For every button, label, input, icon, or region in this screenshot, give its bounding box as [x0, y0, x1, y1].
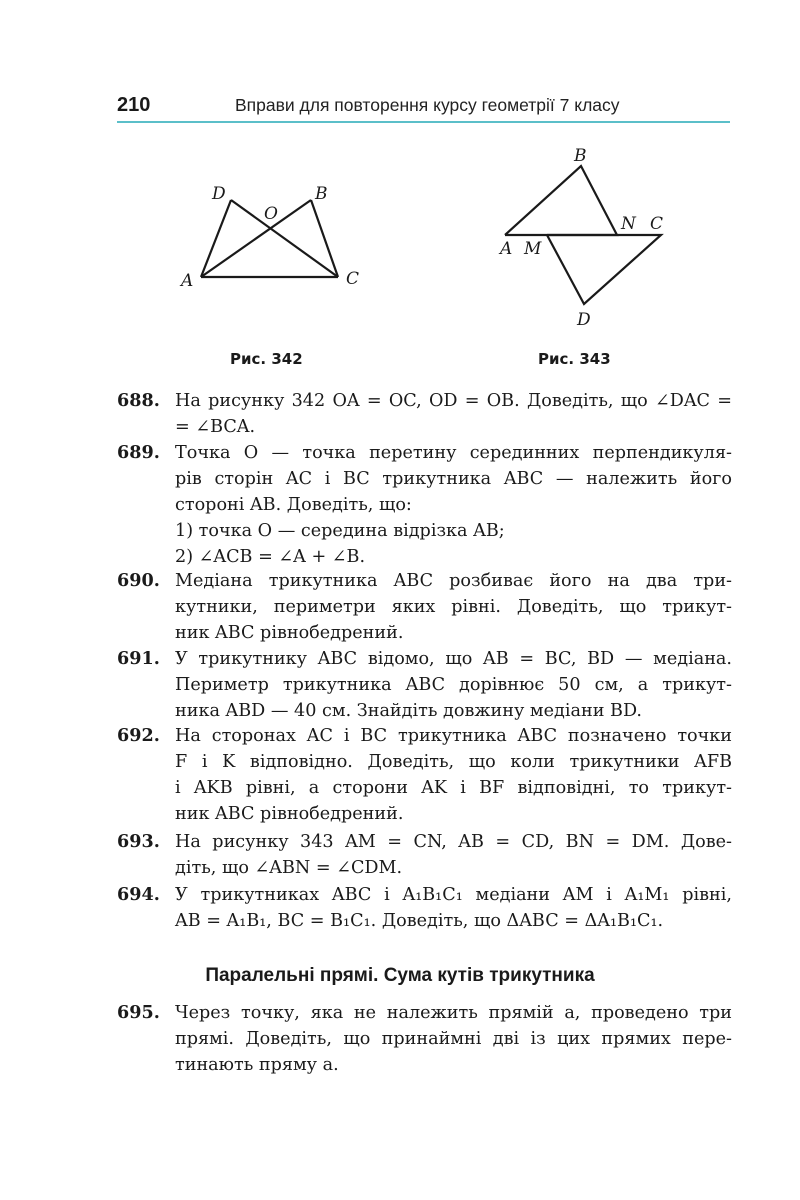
- exercise-line: Через точку, яка не належить прямій a, проведено три: [175, 1003, 732, 1023]
- exercise-line: У трикутниках ABC і A₁B₁C₁ медіани AM і A₁M₁ рівні,: [175, 885, 732, 905]
- exercise-line: діть, що ∠ABN = ∠CDM.: [175, 858, 403, 878]
- exercise-line: і AKB рівні, а сторони AK і BF відповідні, то трикут-: [175, 778, 732, 798]
- exercise-line: ник ABC рівнобедрений.: [175, 804, 404, 824]
- exercise-line: На сторонах AC і BC трикутника ABC позначено точки: [175, 726, 732, 746]
- exercise-693: [117, 829, 732, 881]
- exercise-number: 694.: [117, 884, 160, 905]
- exercise-691: [117, 646, 732, 724]
- page-header: [117, 92, 730, 124]
- triangle-mcd: [547, 235, 661, 304]
- exercise-695: [117, 1000, 732, 1078]
- exercise-line: На рисунку 343 AM = CN, AB = CD, BN = DM. Дове-: [175, 832, 732, 852]
- exercise-line: ник ABC рівнобедрений.: [175, 623, 404, 643]
- page-number: 210: [117, 94, 151, 116]
- exercise-line: Периметр трикутника ABC дорівнює 50 см, а трикут-: [175, 675, 732, 695]
- segment-db: [231, 200, 338, 277]
- exercise-692: [117, 723, 732, 827]
- point-label-n: N: [621, 214, 636, 234]
- exercise-line: прямі. Доведіть, що принаймні дві із цих прямих пере-: [175, 1029, 732, 1049]
- point-label-d: D: [212, 184, 226, 204]
- exercise-number: 690.: [117, 570, 160, 591]
- figure-342: [170, 175, 370, 300]
- figure-343: [495, 143, 680, 333]
- exercise-number: 695.: [117, 1002, 160, 1023]
- exercise-line: тинають пряму a.: [175, 1055, 339, 1075]
- point-label-m: M: [524, 239, 542, 259]
- exercise-line: Точка O — точка перетину серединних перпендикуля-: [175, 443, 732, 463]
- exercise-line: У трикутнику ABC відомо, що AB = BC, BD — медіана.: [175, 649, 732, 669]
- exercise-689: [117, 440, 732, 570]
- exercise-line: 1) точка O — середина відрізка AB;: [175, 521, 505, 541]
- section-title: Паралельні прямі. Сума кутів трикутника: [205, 965, 595, 986]
- point-label-c: C: [346, 269, 360, 289]
- exercise-line: Медіана трикутника ABC розбиває його на два три-: [175, 571, 732, 591]
- exercise-line: кутники, периметри яких рівні. Доведіть, що трикут-: [175, 597, 732, 617]
- point-label-a: A: [500, 239, 513, 259]
- exercise-number: 688.: [117, 390, 160, 411]
- point-label-d: D: [577, 310, 591, 330]
- triangle-abn: [505, 166, 617, 235]
- exercise-line: = ∠BCA.: [175, 417, 256, 437]
- point-label-o: O: [264, 204, 278, 224]
- exercise-690: [117, 568, 732, 646]
- point-label-b: B: [315, 184, 328, 204]
- segment-ba: [201, 200, 311, 277]
- header-rule: [117, 121, 730, 123]
- figure-343-caption: Рис. 343: [538, 350, 611, 368]
- point-label-a: A: [181, 271, 194, 291]
- point-label-c: C: [650, 214, 664, 234]
- exercise-line: ника ABD — 40 см. Знайдіть довжину медіани BD.: [175, 701, 643, 721]
- running-title: Вправи для повторення курсу геометрії 7 класу: [235, 95, 620, 115]
- exercise-number: 693.: [117, 831, 160, 852]
- segment-cb: [311, 200, 338, 277]
- exercise-line: AB = A₁B₁, BC = B₁C₁. Доведіть, що ΔABC = ΔA₁B₁C₁.: [175, 911, 664, 931]
- exercise-line: F і K відповідно. Доведіть, що коли трикутники AFB: [175, 752, 732, 772]
- exercise-line: 2) ∠ACB = ∠A + ∠B.: [175, 547, 366, 567]
- exercise-688: [117, 388, 732, 440]
- exercise-694: [117, 882, 732, 934]
- exercise-number: 689.: [117, 442, 160, 463]
- exercise-line: рів сторін AC і BC трикутника ABC — належить його: [175, 469, 732, 489]
- exercise-line: На рисунку 342 OA = OC, OD = OB. Доведіть, що ∠DAC =: [175, 391, 732, 411]
- point-label-b: B: [574, 146, 587, 166]
- figure-342-caption: Рис. 342: [230, 350, 303, 368]
- exercise-line: стороні AB. Доведіть, що:: [175, 495, 412, 515]
- exercise-number: 691.: [117, 648, 160, 669]
- exercise-number: 692.: [117, 725, 160, 746]
